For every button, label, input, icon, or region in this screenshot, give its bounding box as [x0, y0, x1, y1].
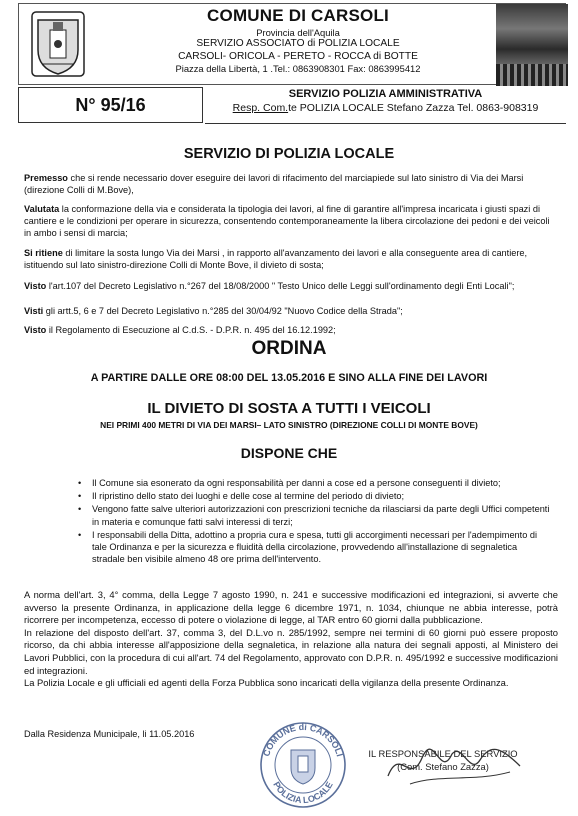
coat-of-arms-icon: [20, 6, 96, 82]
a-partire: A PARTIRE DALLE ORE 08:00 DEL 13.05.2016 E SINO ALLA FINE DEI LAVORI: [90, 372, 488, 384]
list-item: • Il Comune sia esonerato da ogni responsabilità per danni a cose ed a persone conseguenti il divieto;: [80, 477, 550, 489]
seal-top-text: COMUNE di CARSOLI: [261, 721, 345, 758]
siritiene-paragraph: Si ritiene di limitare la sosta lungo Via dei Marsi , in rapporto all'avanzamento dei lavori e alla conseguente area di cantiere, istituendo sul lato sinistro-direzione Colli di Monte Bove, il divieto di sosta;: [24, 248, 528, 271]
signature-title: IL RESPONSABILE DEL SERVIZIO: [368, 748, 518, 759]
list-item: • I responsabili della Ditta, adottino a propria cura e spesa, tutti gli accorgimenti necessari per l'adempimento di tale Ordinanza e per la sicurezza e fluidità della circolazione, provvedendo all'installazione di segnaletica stradale ben visibile almeno 48 ore prima dell'intervento.: [80, 529, 550, 566]
legal-text: [24, 589, 558, 690]
town-photo: [496, 4, 568, 86]
date-place: Dalla Residenza Municipale, li 11.05.2016: [24, 729, 195, 739]
comuni-list: CARSOLI- ORICOLA - PERETO - ROCCA di BOTTE: [178, 50, 418, 62]
indirizzo: Piazza della Libertà, 1 .Tel.: 0863908301 Fax: 0863995412: [175, 63, 421, 75]
header-text: [108, 6, 488, 75]
list-item: • Vengono fatte salve ulteriori autorizzazioni con prescrizioni tecniche da rilasciarsi da parte degli Uffici competenti in materia e comunque fatti salvi interessi di terzi;: [80, 503, 550, 527]
list-item: • Il ripristino dello stato dei luoghi e delle cose al termine del periodo di divieto;: [80, 490, 550, 502]
service-responsible: Resp. Com.te POLIZIA LOCALE Stefano Zazza Tel. 0863-908319: [232, 101, 539, 114]
dispone-heading: DISPONE CHE: [240, 445, 338, 461]
visto-regolamento: Visto il Regolamento di Esecuzione al C.d.S. - D.P.R. n. 495 del 16.12.1992;: [24, 325, 336, 335]
provincia: Provincia dell'Aquila: [256, 26, 340, 38]
document-title: SERVIZIO DI POLIZIA LOCALE: [183, 146, 395, 162]
dispone-list: [80, 477, 550, 567]
ordina-heading: ORDINA: [251, 338, 327, 359]
polizia-locale-seal-icon: [258, 720, 348, 810]
divieto-heading: IL DIVIETO DI SOSTA A TUTTI I VEICOLI: [147, 400, 431, 417]
nei-primi: NEI PRIMI 400 METRI DI VIA DEI MARSI– LATO SINISTRO (DIREZIONE COLLI DI MONTE BOVE): [100, 420, 478, 430]
handwritten-signature: [380, 736, 530, 796]
servizio-associato: SERVIZIO ASSOCIATO di POLIZIA LOCALE: [196, 38, 400, 50]
visto-art107: Visto l'art.107 del Decreto Legislativo n.°267 del 18/08/2000 " Testo Unico delle Leggi sull'ordinamento degli Enti Locali";: [24, 281, 515, 291]
divider: [205, 123, 566, 124]
signature-name: (Com. Stefano Zazza): [397, 760, 489, 772]
legal-paragraph-3: La Polizia Locale e gli ufficiali ed agenti della Forza Pubblica sono incaricati della vigilanza della presente Ordinanza.: [24, 677, 509, 689]
comune-title: COMUNE DI CARSOLI: [207, 6, 389, 25]
service-title: SERVIZIO POLIZIA AMMINISTRATIVA: [288, 88, 483, 100]
valutata-paragraph: Valutata la conformazione della via e considerata la tipologia dei lavori, al fine di garantire all'impresa incaricata i giusti spazi di cantiere e le condizioni per operare in sicurezza, consentendo contemporaneamente la libera circolazione dei pedoni e dei veicoli in ambo i sensi di marcia;: [24, 204, 550, 239]
service-box: [205, 87, 566, 124]
ordinance-number: N° 95/16: [18, 87, 203, 123]
visti-artt: Visti gli artt.5, 6 e 7 del Decreto Legislativo n.°285 del 30/04/92 "Nuovo Codice della Strada";: [24, 306, 403, 316]
legal-paragraph-1: A norma dell'art. 3, 4° comma, della Legge 7 agosto 1990, n. 241 e successive modificazioni ed integrazioni, si avverte che avverso la presente Ordinanza, in applicazione della legge 6 dicembre 1971, n. 1034, chiunque ne abbia interesse, potrà ricorrere per incompetenza, eccesso di potere o violazione di legge, al TAR entro 60 giorni dalla pubblicazione.: [24, 589, 558, 626]
legal-paragraph-2: In relazione del disposto dell'art. 37, comma 3, del D.L.vo n. 285/1992, sempre nei termini di 60 giorni può essere proposto ricorso, da chi abbia interesse all'apposizione della segnaletica, in relazione alla natura dei segnali apposti, al Ministero dei Lavori Pubblici, con la procedura di cui all'art. 74 del Regolamento, approvato con D.P.R. n. 495/1992 e successive modificazioni ed integrazioni.: [24, 626, 558, 676]
premesso-paragraph: Premesso che si rende necessario dover eseguire dei lavori di rifacimento del marciapiede sul lato sinistro di Via dei Marsi (direzione Colli di M.Bove),: [24, 173, 524, 196]
seal-bottom-text: POLIZIA LOCALE: [271, 779, 335, 806]
